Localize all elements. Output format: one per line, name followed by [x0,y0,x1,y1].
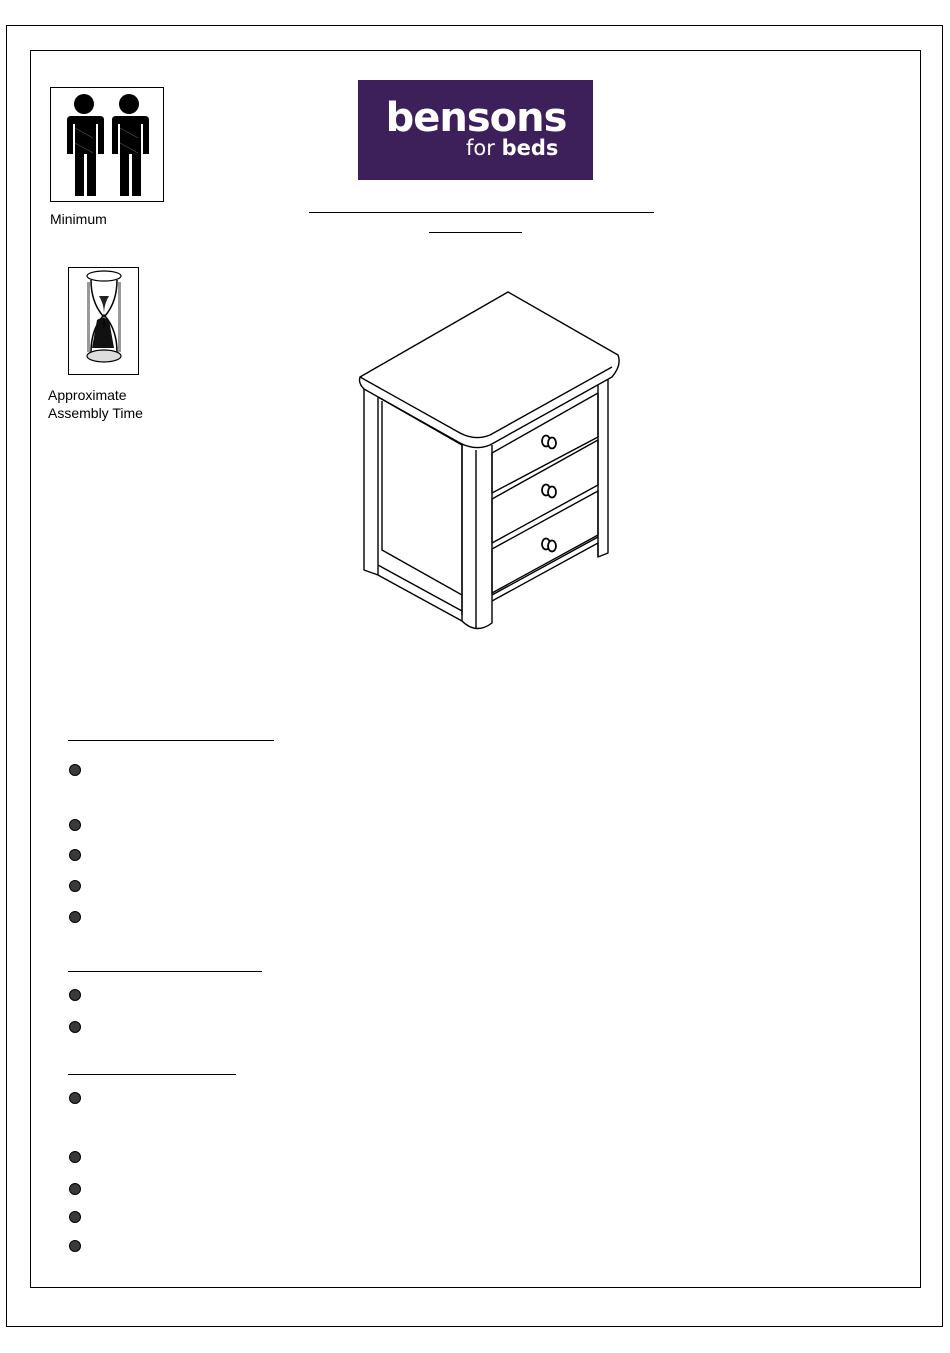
section-3-bullet [69,1211,81,1223]
section-1-bullet [69,880,81,892]
section-1-bullet [69,819,81,831]
section-1-bullet [69,911,81,923]
section-1-bullet [69,849,81,861]
logo-sub-prefix: for [466,136,495,160]
section-3-bullet [69,1240,81,1252]
hourglass-icon [69,268,138,374]
section-2-heading-rule [68,971,262,972]
assembly-time-label: Approximate Assembly Time [48,387,143,421]
section-3-bullet [69,1092,81,1104]
section-3-bullet [69,1151,81,1163]
logo-main-text: bensons [385,95,567,141]
section-3-heading-rule [68,1074,236,1075]
subtitle-rule [429,232,522,233]
minimum-people-box [50,87,164,202]
section-2-bullet [69,1021,81,1033]
section-1-bullet [69,764,81,776]
title-rule [309,212,654,213]
two-people-icon [51,88,163,201]
section-2-bullet [69,989,81,1001]
assembly-time-box [68,267,139,375]
bedside-chest-illustration [350,285,630,635]
minimum-people-label: Minimum [50,211,107,227]
logo-sub-text [466,135,558,161]
page-inner-border [30,50,921,1288]
logo-sub-bold: beds [501,136,559,160]
section-1-heading-rule [68,740,274,741]
section-3-bullet [69,1183,81,1195]
